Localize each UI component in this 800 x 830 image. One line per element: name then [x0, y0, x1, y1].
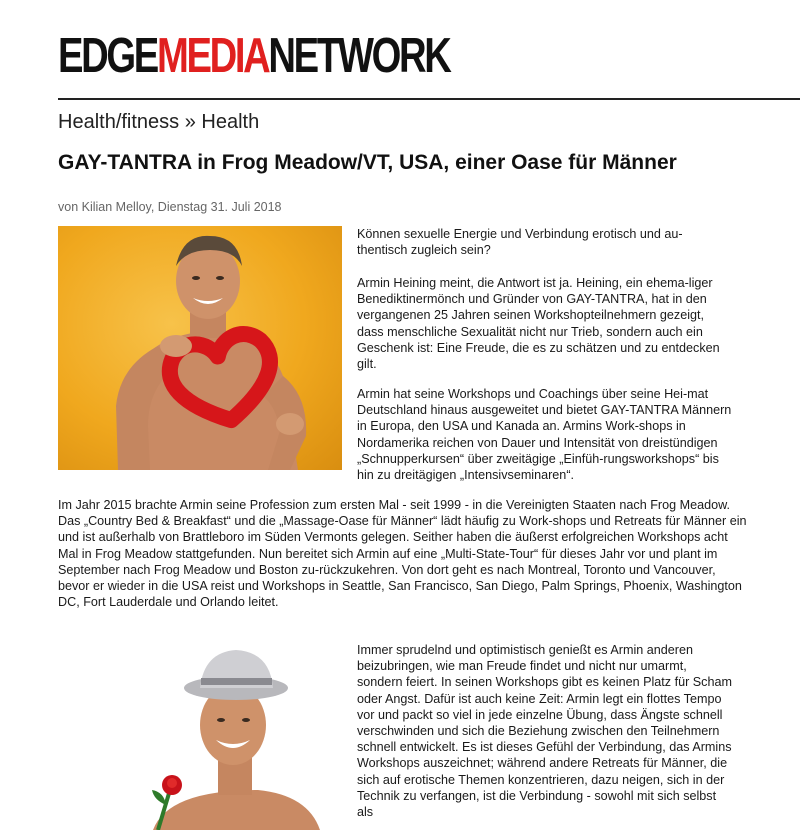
breadcrumb-separator: »: [184, 111, 196, 133]
man-with-heart-illustration: [58, 226, 342, 470]
article-photo-heart: [58, 226, 342, 470]
breadcrumb-subsection-link[interactable]: Health: [201, 111, 260, 133]
logo-part-edge: EDGE: [58, 29, 157, 83]
article-title: GAY-TANTRA in Frog Meadow/VT, USA, einer Oase für Männer: [58, 151, 677, 174]
article-paragraph-4: Im Jahr 2015 brachte Armin seine Profession zum ersten Mal - seit 1999 - in die Vereinigten Staaten nach Frog Meadow. Das „Country Bed & Breakfast“ und die „Massage-Oase für Männer“ lädt häufig zu Work-shops und Retreats für Männer ein und ist außerhalb von Brattleboro im Süden Vermonts gelegen. Seither haben die äußerst erfolgreichen Workshops acht Mal in Frog Meadow stattgefunden. Nun bereitet sich Armin auf eine „Multi-State-Tour“ für dieses Jahr vor und plant im September nach Frog Meadow und Boston zu-rückzukehren. Von dort geht es nach Montreal, Toronto und Vancouver, bevor er wieder in die USA reist und Workshops in Seattle, San Francisco, San Diego, Palm Springs, Phoenix, Washington DC, Fort Lauderdale und Orlando leitet.: [58, 498, 747, 610]
header-divider: [58, 98, 800, 100]
man-with-hat-illustration: [58, 640, 342, 830]
article-paragraph-5: Immer sprudelnd und optimistisch genießt es Armin anderen beizubringen, wie man Freude findet und nicht nur umarmt, sondern feiert. In seinen Workshops gibt es keinen Platz für Scham oder Angst. Dafür ist auch keine Zeit: Armin legt ein flottes Tempo vor und packt so viel in jede einzelne Übung, dass Ängste schnell verschwinden und sich die Beziehung zwischen den Teilnehmern schnell entwickelt. Es ist dieses Gefühl der Verbindung, das Armins Workshops auszeichnet; während andere Retreats für Männer, die sich auf erotische Themen konzentrieren, dazu neigen, sich in der Technik zu verfangen, ist die Verbindung - sowohl mit sich selbst als: [357, 643, 732, 820]
article-paragraph-1: Können sexuelle Energie und Verbindung erotisch und au-thentisch zugleich sein?: [357, 227, 683, 258]
breadcrumb-section-link[interactable]: Health/fitness: [58, 111, 180, 133]
article-paragraph-2: Armin Heining meint, die Antwort ist ja. Heining, ein ehema-liger Benediktinermönch und Gründer von GAY-TANTRA, hat in den vergangenen 25 Jahren seinen Workshopteilnehmern gezeigt, dass menschliche Sexualität nicht nur Trieb, sondern auch ein Geschenk ist: Eine Freude, die es zu schätzen und zu entdecken gilt.: [357, 276, 720, 372]
article-byline: von Kilian Melloy, Dienstag 31. Juli 2018: [58, 200, 282, 214]
article-paragraph-3: Armin hat seine Workshops und Coachings über seine Hei-mat Deutschland hinaus ausgeweitet und bietet GAY-TANTRA Männern in Europa, den USA und Kanada an. Armins Work-shops in Nordamerika reichen von Dauer und Intensität von dreistündigen „Schnupperkursen“ über zweitägige „Einfüh-rungsworkshops“ bis hin zu dreitägigen „Intensivseminaren“.: [357, 387, 732, 483]
logo-part-media: MEDIA: [156, 29, 269, 83]
breadcrumb: [58, 111, 259, 134]
site-logo[interactable]: [58, 29, 450, 83]
article-photo-hat: [58, 640, 342, 830]
logo-part-network: NETWORK: [268, 29, 450, 83]
